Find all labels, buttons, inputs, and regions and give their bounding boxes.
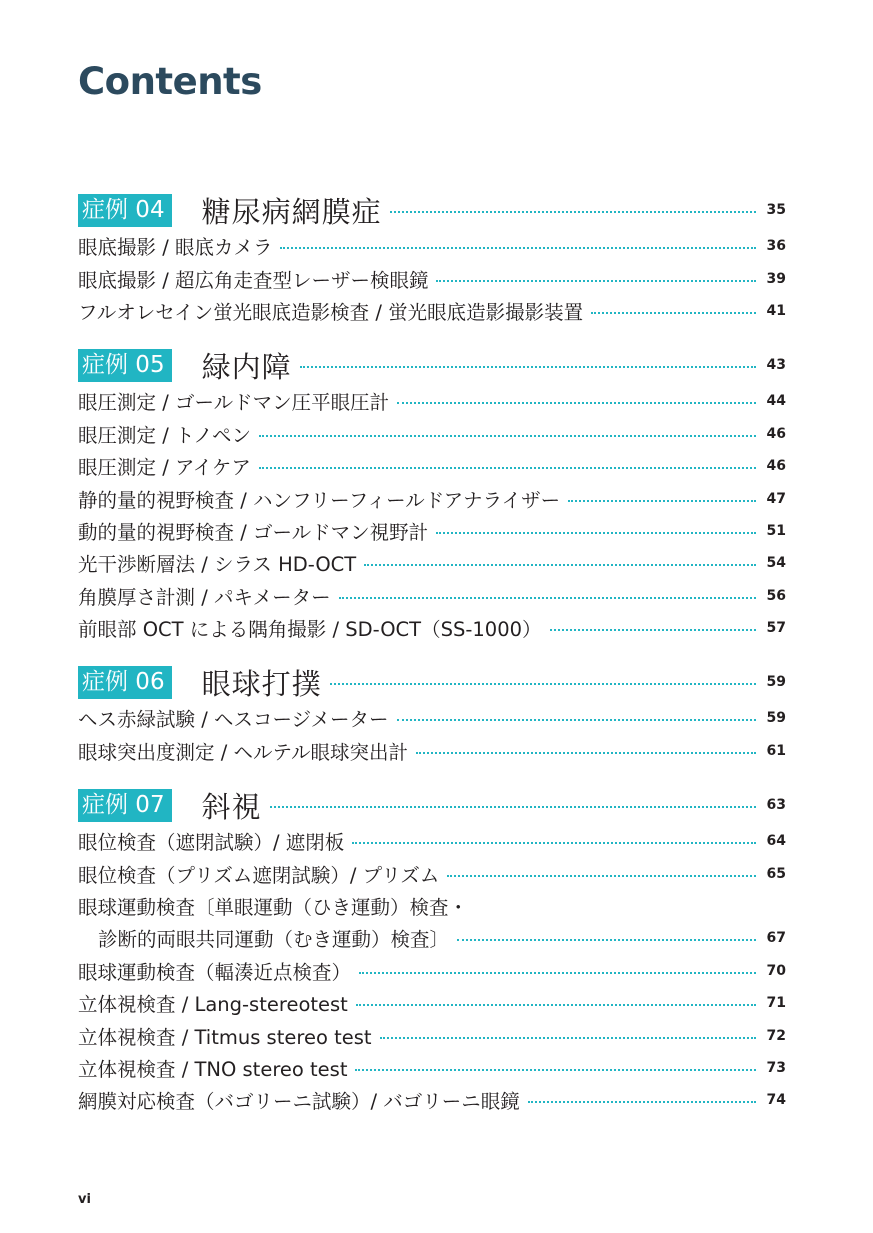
toc-entry[interactable]	[78, 450, 786, 482]
toc-entry[interactable]	[78, 230, 786, 262]
toc-section-06	[78, 662, 786, 767]
dot-leader	[436, 280, 756, 282]
entry-label: 静的量的視野検査 / ハンフリーフィールドアナライザー	[78, 488, 561, 512]
entry-label: フルオレセイン蛍光眼底造影検査 / 蛍光眼底造影撮影装置	[78, 300, 584, 324]
dot-leader	[339, 597, 756, 599]
toc-entry[interactable]	[78, 955, 786, 987]
folio-page-number: vi	[78, 1192, 91, 1207]
entry-label: 動的量的視野検査 / ゴールドマン視野計	[78, 520, 429, 544]
toc-entry[interactable]	[78, 987, 786, 1019]
dot-leader	[355, 1069, 756, 1071]
toc-section-05	[78, 345, 786, 644]
toc-entry[interactable]	[78, 922, 786, 954]
entry-label: 眼底撮影 / 眼底カメラ	[78, 236, 273, 260]
page-number: 74	[766, 1092, 786, 1109]
section-heading[interactable]	[78, 345, 786, 385]
page-number: 57	[766, 620, 786, 637]
entry-label: 眼球運動検査〔単眼運動（ひき運動）検査・	[78, 896, 469, 920]
table-of-contents	[78, 190, 786, 1135]
entry-label: 眼圧測定 / アイケア	[78, 456, 251, 480]
toc-entry[interactable]	[78, 702, 786, 734]
section-title: 緑内障	[201, 349, 292, 384]
toc-entry[interactable]	[78, 735, 786, 767]
entry-label: 眼位検査（プリズム遮閉試験）/ プリズム	[78, 863, 440, 887]
toc-section-07	[78, 785, 786, 1117]
entry-label: 立体視検査 / Titmus stereo test	[78, 1025, 372, 1049]
section-title: 斜視	[201, 789, 262, 824]
page-number: 63	[766, 797, 786, 814]
page-number: 72	[766, 1027, 786, 1044]
dot-leader	[447, 875, 756, 877]
dot-leader	[591, 312, 756, 314]
dot-leader	[259, 435, 756, 437]
page-number: 61	[766, 742, 786, 759]
dot-leader	[359, 972, 756, 974]
toc-entry[interactable]	[78, 1019, 786, 1051]
entry-label: ヘス赤緑試験 / ヘスコージメーター	[78, 708, 389, 732]
entry-label: 立体視検査 / TNO stereo test	[78, 1058, 348, 1081]
toc-entry[interactable]	[78, 1084, 786, 1116]
page-number: 71	[766, 995, 786, 1012]
section-heading[interactable]	[78, 662, 786, 702]
toc-entry[interactable]	[78, 295, 786, 327]
entry-label: 診断的両眼共同運動（むき運動）検査〕	[98, 928, 450, 952]
dot-leader	[380, 1037, 756, 1039]
page-number: 70	[766, 962, 786, 979]
dot-leader	[568, 500, 756, 502]
entry-label: 光干渉断層法 / シラス HD-OCT	[78, 553, 357, 577]
entry-label: 眼圧測定 / トノペン	[78, 423, 252, 447]
dot-leader	[390, 211, 756, 213]
dot-leader	[550, 629, 756, 631]
page-number: 59	[766, 710, 786, 727]
page-number: 51	[766, 522, 786, 539]
dot-leader	[330, 683, 756, 685]
page-number: 47	[766, 490, 786, 507]
dot-leader	[270, 806, 756, 808]
entry-label: 眼位検査（遮閉試験）/ 遮閉板	[78, 831, 345, 855]
page-number: 59	[766, 674, 786, 691]
dot-leader	[416, 752, 756, 754]
page-number: 56	[766, 587, 786, 604]
toc-entry[interactable]	[78, 547, 786, 579]
page-number: 39	[766, 270, 786, 287]
case-badge: 症例 04	[78, 194, 172, 227]
page-number: 64	[766, 833, 786, 850]
toc-entry[interactable]	[78, 482, 786, 514]
entry-label: 眼圧測定 / ゴールドマン圧平眼圧計	[78, 391, 390, 415]
page-number: 65	[766, 865, 786, 882]
toc-entry[interactable]	[78, 262, 786, 294]
toc-entry[interactable]	[78, 515, 786, 547]
entry-label: 立体視検査 / Lang-stereotest	[78, 993, 348, 1017]
page-number: 73	[766, 1060, 786, 1076]
page-number: 46	[766, 425, 786, 442]
dot-leader	[457, 939, 756, 941]
toc-entry[interactable]	[78, 418, 786, 450]
page-number: 41	[766, 302, 786, 319]
entry-label: 眼球突出度測定 / ヘルテル眼球突出計	[78, 740, 408, 764]
page-number: 46	[766, 458, 786, 475]
page-number: 54	[766, 555, 786, 572]
dot-leader	[397, 719, 757, 721]
page-number: 35	[766, 202, 786, 218]
toc-entry[interactable]	[78, 857, 786, 889]
dot-leader	[364, 564, 756, 566]
page-number: 44	[766, 393, 786, 410]
dot-leader	[280, 247, 756, 249]
dot-leader	[436, 532, 756, 534]
entry-label: 角膜厚さ計測 / パキメーター	[78, 585, 331, 609]
entry-label: 眼底撮影 / 超広角走査型レーザー検眼鏡	[78, 268, 429, 292]
dot-leader	[300, 366, 756, 368]
section-title: 眼球打撲	[201, 666, 322, 701]
dot-leader	[356, 1004, 756, 1006]
dot-leader	[352, 842, 756, 844]
dot-leader	[259, 467, 756, 469]
case-badge: 症例 07	[78, 789, 172, 822]
toc-entry-continued[interactable]	[78, 890, 786, 922]
toc-section-04	[78, 190, 786, 327]
toc-entry[interactable]	[78, 385, 786, 417]
entry-label: 前眼部 OCT による隅角撮影 / SD-OCT（SS-1000）	[78, 618, 542, 642]
case-badge: 症例 06	[78, 666, 172, 699]
page-number: 43	[766, 357, 786, 374]
entry-label: 眼球運動検査（輻湊近点検査）	[78, 960, 352, 984]
dot-leader	[397, 402, 756, 404]
section-heading[interactable]	[78, 785, 786, 825]
page-number: 67	[766, 930, 786, 947]
entry-label: 網膜対応検査（バゴリーニ試験）/ バゴリーニ眼鏡	[78, 1090, 520, 1114]
toc-entry[interactable]	[78, 612, 786, 644]
case-badge: 症例 05	[78, 349, 172, 382]
dot-leader	[528, 1101, 756, 1103]
section-heading[interactable]	[78, 190, 786, 230]
toc-entry[interactable]	[78, 825, 786, 857]
page-number: 36	[766, 238, 786, 255]
toc-entry[interactable]	[78, 580, 786, 612]
page-title: Contents	[78, 60, 262, 103]
section-title: 糖尿病網膜症	[201, 194, 382, 229]
toc-entry[interactable]	[78, 1052, 786, 1084]
